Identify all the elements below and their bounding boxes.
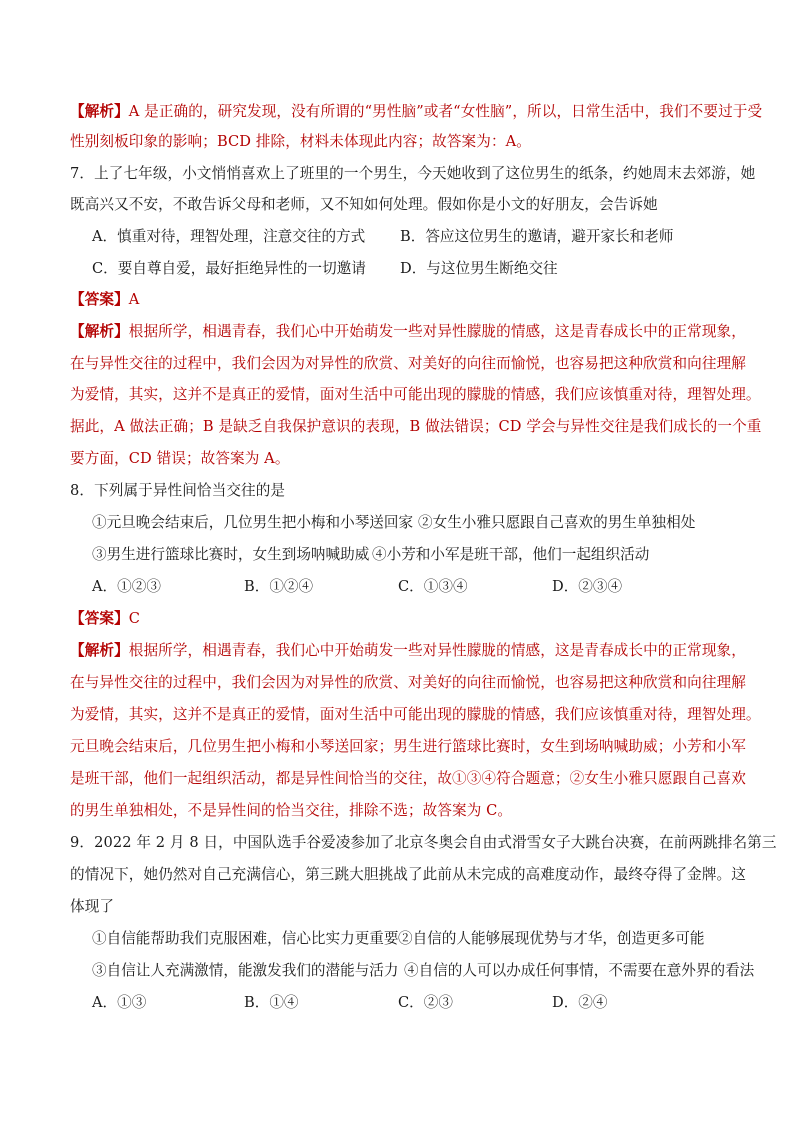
q9-option-c: C．②③ (398, 994, 453, 1011)
q7-analysis-line-5: 要方面，CD 错误；故答案为 A。 (70, 450, 290, 467)
q9-option-d: D．②④ (552, 994, 608, 1011)
q8-analysis-line-3: 为爱情，其实，这并不是真正的爱情，面对生活中可能出现的朦胧的情感，我们应该慎重对待，理智处理。 (70, 706, 761, 723)
q7-option-b: B．答应这位男生的邀请，避开家长和老师 (400, 228, 674, 245)
q8-option-d: D．②③④ (552, 578, 623, 595)
q7-stem-line-1: 7．上了七年级，小文悄悄喜欢上了班里的一个男生，今天她收到了这位男生的纸条，约她周末去郊游，她 (70, 165, 756, 182)
q8-stem: 8．下列属于异性间恰当交往的是 (70, 482, 286, 499)
answer-tag: 【答案】 (70, 610, 129, 627)
q8-option-c: C．①③④ (398, 578, 468, 595)
q8-statement-1: ①元旦晚会结束后，几位男生把小梅和小琴送回家 (92, 514, 414, 531)
q8-answer (70, 609, 730, 629)
analysis-tag: 【解析】 (70, 103, 129, 120)
q9-option-b: B．①④ (244, 994, 299, 1011)
q8-statement-3: ③男生进行篮球比赛时，女生到场呐喊助威 (92, 546, 370, 563)
analysis-text: 根据所学，相遇青春，我们心中开始萌发一些对异性朦胧的情感，这是青春成长中的正常现象， (128, 323, 746, 340)
q7-option-d: D．与这位男生断绝交往 (400, 260, 558, 277)
q9-statement-1: ①自信能帮助我们克服困难，信心比实力更重要 (92, 930, 399, 947)
q7-analysis-line-3: 为爱情，其实，这并不是真正的爱情，面对生活中可能出现的朦胧的情感，我们应该慎重对待，理智处理。 (70, 386, 761, 403)
q9-stem-line-3: 体现了 (70, 898, 115, 915)
q9-stem-line-1: 9．2022 年 2 月 8 日，中国队选手谷爱凌参加了北京冬奥会自由式滑雪女子大跳台决赛，在前两跳排名第三 (70, 834, 777, 851)
q7-analysis-line-1 (70, 322, 746, 342)
q7-analysis-line-2: 在与异性交往的过程中，我们会因为对异性的欣赏、对美好的向往而愉悦，也容易把这种欣赏和向往理解 (70, 355, 746, 372)
q8-option-b: B．①②④ (244, 578, 314, 595)
q8-analysis-line-1 (70, 641, 746, 661)
q8-analysis-line-4: 元旦晚会结束后，几位男生把小梅和小琴送回家；男生进行篮球比赛时，女生到场呐喊助威；小芳和小军 (70, 738, 746, 755)
q8-option-a: A．①②③ (92, 578, 161, 595)
q7-answer (70, 290, 730, 310)
q9-stem-line-2: 的情况下，她仍然对自己充满信心，第三跳大胆挑战了此前从未完成的高难度动作，最终夺得了金牌。这 (70, 866, 746, 883)
analysis-text: A 是正确的，研究发现，没有所谓的“男性脑”或者“女性脑”，所以，日常生活中，我们不要过于受 (128, 103, 763, 120)
q8-analysis-line-5: 是班干部，他们一起组织活动，都是异性间恰当的交往，故①③④符合题意；②女生小雅只愿跟自己喜欢 (70, 770, 746, 787)
q9-statement-3: ③自信让人充满激情，能激发我们的潜能与活力 (92, 962, 399, 979)
q7-analysis-line-4: 据此，A 做法正确；B 是缺乏自我保护意识的表现，B 做法错误；CD 学会与异性交往是我们成长的一个重 (70, 418, 762, 435)
analysis-tag: 【解析】 (70, 642, 129, 659)
q7-option-a: A．慎重对待，理智处理，注意交往的方式 (92, 228, 366, 245)
answer-value: C (128, 610, 141, 627)
q8-analysis-line-2: 在与异性交往的过程中，我们会因为对异性的欣赏、对美好的向往而愉悦，也容易把这种欣赏和向往理解 (70, 674, 746, 691)
q7-stem-line-2: 既高兴又不安，不敢告诉父母和老师，又不知如何处理。假如你是小文的好朋友，会告诉她 (70, 196, 658, 213)
q8-analysis-line-6: 的男生单独相处，不是异性间的恰当交往，排除不选；故答案为 C。 (70, 802, 513, 819)
q9-option-a: A．①③ (92, 994, 147, 1011)
analysis-text: 根据所学，相遇青春，我们心中开始萌发一些对异性朦胧的情感，这是青春成长中的正常现象， (128, 642, 746, 659)
answer-tag: 【答案】 (70, 291, 129, 308)
q9-statement-4: ④自信的人可以办成任何事情，不需要在意外界的看法 (404, 962, 755, 979)
q7-option-c: C．要自尊自爱，最好拒绝异性的一切邀请 (92, 260, 366, 277)
q8-statement-2: ②女生小雅只愿跟自己喜欢的男生单独相处 (418, 514, 696, 531)
q6-analysis-line-1 (70, 102, 763, 122)
answer-value: A (128, 291, 140, 308)
q8-statement-4: ④小芳和小军是班干部，他们一起组织活动 (372, 546, 650, 563)
q9-statement-2: ②自信的人能够展现优势与才华，创造更多可能 (398, 930, 705, 947)
analysis-tag: 【解析】 (70, 323, 129, 340)
q6-analysis-line-2: 性别刻板印象的影响；BCD 排除，材料未体现此内容；故答案为：A。 (70, 133, 531, 150)
